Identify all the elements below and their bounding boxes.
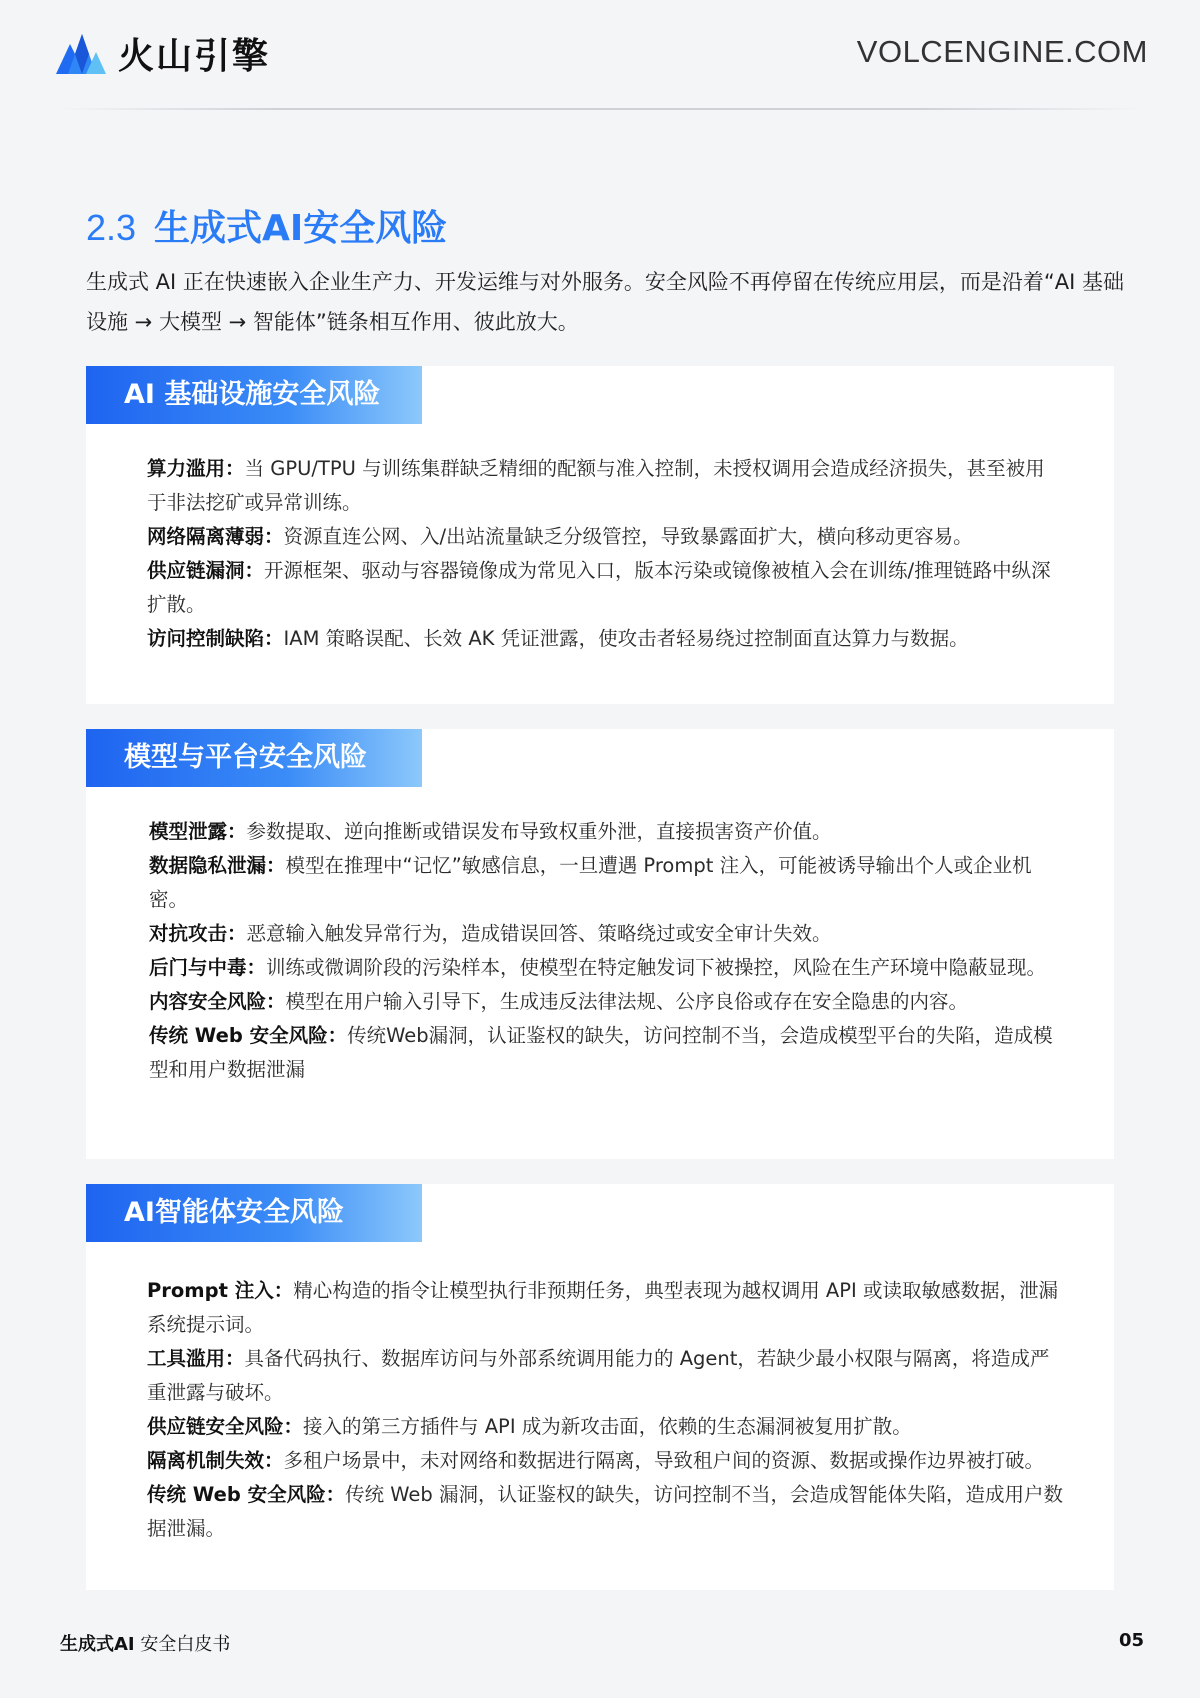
list-item: [149, 951, 1064, 985]
card-infrastructure-risk: [86, 366, 1114, 704]
list-item: [149, 985, 1064, 1019]
item-term: 算力滥用：: [147, 457, 245, 480]
section-title: [86, 200, 447, 251]
logo-text: 火山引擎: [118, 35, 271, 77]
list-item: [149, 917, 1064, 951]
list-item: [149, 815, 1064, 849]
item-term: 传统 Web 安全风险：: [147, 1483, 346, 1506]
list-item: [149, 849, 1064, 917]
list-item: [147, 452, 1064, 520]
section-number: 2.3: [86, 207, 137, 248]
list-item: [147, 1444, 1064, 1478]
card-title: AI智能体安全风险: [86, 1184, 422, 1242]
list-item: [147, 622, 1064, 656]
item-term: 供应链漏洞：: [147, 559, 265, 582]
page-header: [0, 0, 1200, 112]
item-term: 对抗攻击：: [149, 922, 247, 945]
footer-title-rest: 安全白皮书: [134, 1634, 231, 1655]
item-text: 训练或微调阶段的污染样本，使模型在特定触发词下被操控，风险在生产环境中隐蔽显现。: [266, 956, 1047, 979]
site-url: VOLCENGINE.COM: [856, 34, 1148, 69]
list-item: [149, 1019, 1064, 1087]
section-intro: 生成式 AI 正在快速嵌入企业生产力、开发运维与对外服务。安全风险不再停留在传统应用层，而是沿着“AI 基础设施 → 大模型 → 智能体”链条相互作用、彼此放大。: [86, 270, 1125, 334]
list-item: [147, 1274, 1064, 1342]
page-number: 05: [1118, 1630, 1144, 1651]
item-term: 隔离机制失效：: [147, 1449, 284, 1472]
item-text: 接入的第三方插件与 API 成为新攻击面，依赖的生态漏洞被复用扩散。: [303, 1415, 912, 1438]
volcano-logo-icon: [56, 30, 106, 76]
item-term: 访问控制缺陷：: [147, 627, 284, 650]
item-term: 数据隐私泄漏：: [149, 854, 286, 877]
list-item: [147, 520, 1064, 554]
list-item: [147, 1410, 1064, 1444]
item-text: 传统 Web 漏洞，认证鉴权的缺失，访问控制不当，会造成智能体失陷，造成用户数据泄漏。: [147, 1483, 1063, 1540]
item-text: 多租户场景中，未对网络和数据进行隔离，导致租户间的资源、数据或操作边界被打破。: [283, 1449, 1045, 1472]
list-item: [147, 554, 1064, 622]
card-body: [147, 1274, 1064, 1546]
card-title: 模型与平台安全风险: [86, 729, 422, 787]
item-term: 模型泄露：: [149, 820, 247, 843]
card-model-platform-risk: [86, 729, 1114, 1159]
card-agent-risk: [86, 1184, 1114, 1590]
item-text: 资源直连公网、入/出站流量缺乏分级管控，导致暴露面扩大，横向移动更容易。: [283, 525, 973, 548]
item-term: 工具滥用：: [147, 1347, 245, 1370]
card-body: [147, 452, 1064, 656]
item-text: 模型在用户输入引导下，生成违反法律法规、公序良俗或存在安全隐患的内容。: [285, 990, 969, 1013]
item-term: Prompt 注入：: [147, 1279, 294, 1302]
item-text: 恶意输入触发异常行为，造成错误回答、策略绕过或安全审计失效。: [246, 922, 832, 945]
item-term: 后门与中毒：: [149, 956, 267, 979]
item-text: 当 GPU/TPU 与训练集群缺乏精细的配额与准入控制，未授权调用会造成经济损失，甚至被用于非法挖矿或异常训练。: [147, 457, 1045, 514]
item-text: 传统Web漏洞，认证鉴权的缺失，访问控制不当，会造成模型平台的失陷，造成模型和用户数据泄漏: [149, 1024, 1053, 1081]
item-term: 供应链安全风险：: [147, 1415, 304, 1438]
list-item: [147, 1478, 1064, 1546]
section-title-text: 生成式AI安全风险: [154, 208, 448, 249]
list-item: [147, 1342, 1064, 1410]
footer-document-title: [60, 1630, 230, 1656]
header-divider: [60, 108, 1140, 110]
item-term: 网络隔离薄弱：: [147, 525, 284, 548]
brand-logo: [56, 28, 270, 78]
card-body: [149, 815, 1064, 1087]
item-text: 参数提取、逆向推断或错误发布导致权重外泄，直接损害资产价值。: [246, 820, 832, 843]
footer-title-bold: 生成式AI: [60, 1634, 135, 1655]
item-text: 精心构造的指令让模型执行非预期任务，典型表现为越权调用 API 或读取敏感数据，泄漏系统提示词。: [147, 1279, 1058, 1336]
item-text: 模型在推理中“记忆”敏感信息，一旦遭遇 Prompt 注入，可能被诱导输出个人或企业机密。: [149, 854, 1032, 911]
item-term: 传统 Web 安全风险：: [149, 1024, 348, 1047]
card-title: AI 基础设施安全风险: [86, 366, 422, 424]
item-text: 开源框架、驱动与容器镜像成为常见入口，版本污染或镜像被植入会在训练/推理链路中纵深扩散。: [147, 559, 1051, 616]
item-text: IAM 策略误配、长效 AK 凭证泄露，使攻击者轻易绕过控制面直达算力与数据。: [283, 627, 969, 650]
item-text: 具备代码执行、数据库访问与外部系统调用能力的 Agent，若缺少最小权限与隔离，将造成严重泄露与破坏。: [147, 1347, 1050, 1404]
item-term: 内容安全风险：: [149, 990, 286, 1013]
